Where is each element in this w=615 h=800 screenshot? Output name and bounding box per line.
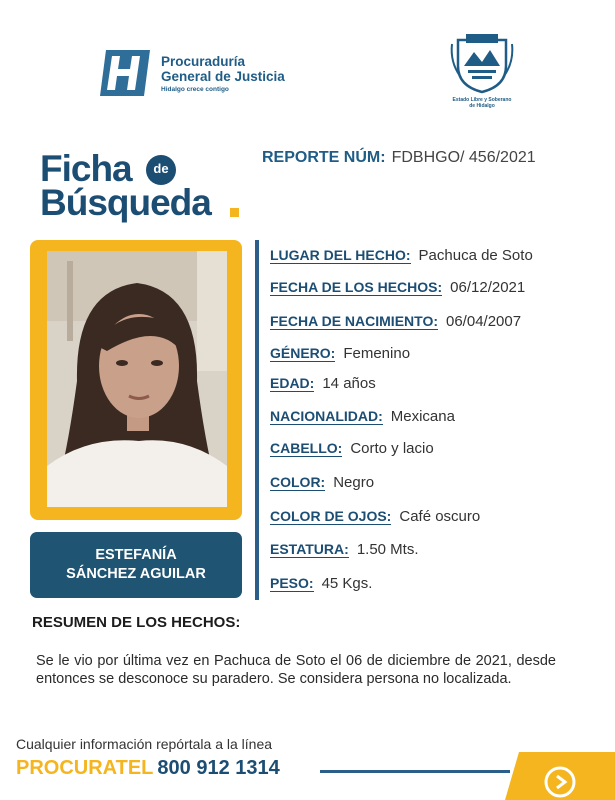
- org-name: [161, 54, 285, 84]
- field-lugar: [270, 247, 533, 264]
- field-value: Femenino: [343, 345, 411, 362]
- field-fecha-nacimiento: [270, 313, 521, 330]
- org-name-line1: Procuraduría: [161, 54, 246, 69]
- title-ficha: Ficha: [40, 148, 132, 189]
- field-label: FECHA DE LOS HECHOS:: [270, 279, 443, 295]
- footer-line: [320, 770, 510, 773]
- field-value: 14 años: [322, 375, 376, 392]
- title-busqueda: Búsqueda: [40, 182, 211, 223]
- org-slogan: Hidalgo crece contigo: [161, 86, 229, 93]
- missing-person-photo: [47, 251, 227, 507]
- report-code: FDBHGO/ 456/2021: [391, 149, 536, 166]
- procuratel-corner-icon: [505, 752, 615, 800]
- seal-caption: [440, 97, 524, 109]
- field-label: FECHA DE NACIMIENTO:: [270, 313, 438, 329]
- field-value: 06/04/2007: [446, 313, 522, 330]
- field-label: GÉNERO:: [270, 345, 336, 361]
- field-value: 45 Kgs.: [321, 575, 373, 592]
- report-number: [262, 149, 536, 167]
- field-label: COLOR DE OJOS:: [270, 508, 392, 524]
- field-edad: [270, 375, 376, 392]
- field-label: COLOR:: [270, 474, 326, 490]
- title-de-badge: de: [146, 155, 176, 185]
- org-name-line2: General de Justicia: [161, 69, 285, 84]
- hotline-number: 800 912 1314: [157, 757, 280, 779]
- field-label: PESO:: [270, 575, 314, 591]
- title-accent-dot: [230, 208, 239, 217]
- vertical-divider: [255, 240, 259, 600]
- field-nacionalidad: [270, 408, 455, 425]
- hotline-brand: PROCURATEL: [16, 757, 154, 779]
- field-estatura: [270, 541, 419, 558]
- field-color: [270, 474, 374, 491]
- seal-caption-line1: Estado Libre y Soberano: [452, 97, 512, 103]
- hidalgo-seal-icon: [448, 32, 516, 94]
- field-label: ESTATURA:: [270, 541, 349, 557]
- person-name-box: [30, 532, 242, 598]
- seal-caption-line2: de Hidalgo: [469, 103, 495, 109]
- field-fecha-hechos: [270, 279, 525, 296]
- summary-text: Se le vio por última vez en Pachuca de Soto el 06 de diciembre de 2021, desde entonces se desconoce su paradero. Se considera persona no localizada.: [36, 653, 556, 687]
- field-value: Mexicana: [390, 408, 455, 425]
- hotline: [16, 757, 280, 780]
- person-last-name: SÁNCHEZ AGUILAR: [66, 566, 206, 582]
- field-peso: [270, 575, 372, 592]
- field-label: LUGAR DEL HECHO:: [270, 247, 411, 263]
- pgj-logo-icon: [100, 50, 150, 96]
- field-genero: [270, 345, 410, 362]
- field-value: Café oscuro: [399, 508, 481, 525]
- field-color-ojos: [270, 508, 480, 525]
- portrait-image: [47, 251, 227, 507]
- field-label: EDAD:: [270, 375, 315, 391]
- summary-title: RESUMEN DE LOS HECHOS:: [32, 614, 241, 631]
- footer-cta: Cualquier información repórtala a la línea: [16, 736, 273, 752]
- field-cabello: [270, 440, 434, 457]
- field-value: Negro: [333, 474, 375, 491]
- field-label: CABELLO:: [270, 440, 343, 456]
- field-value: 1.50 Mts.: [356, 541, 419, 558]
- field-value: Pachuca de Soto: [418, 247, 533, 264]
- field-value: Corto y lacio: [350, 440, 434, 457]
- report-label: REPORTE NÚM:: [262, 149, 386, 166]
- field-value: 06/12/2021: [450, 279, 526, 296]
- person-first-name: ESTEFANÍA: [95, 547, 177, 563]
- field-label: NACIONALIDAD:: [270, 408, 383, 424]
